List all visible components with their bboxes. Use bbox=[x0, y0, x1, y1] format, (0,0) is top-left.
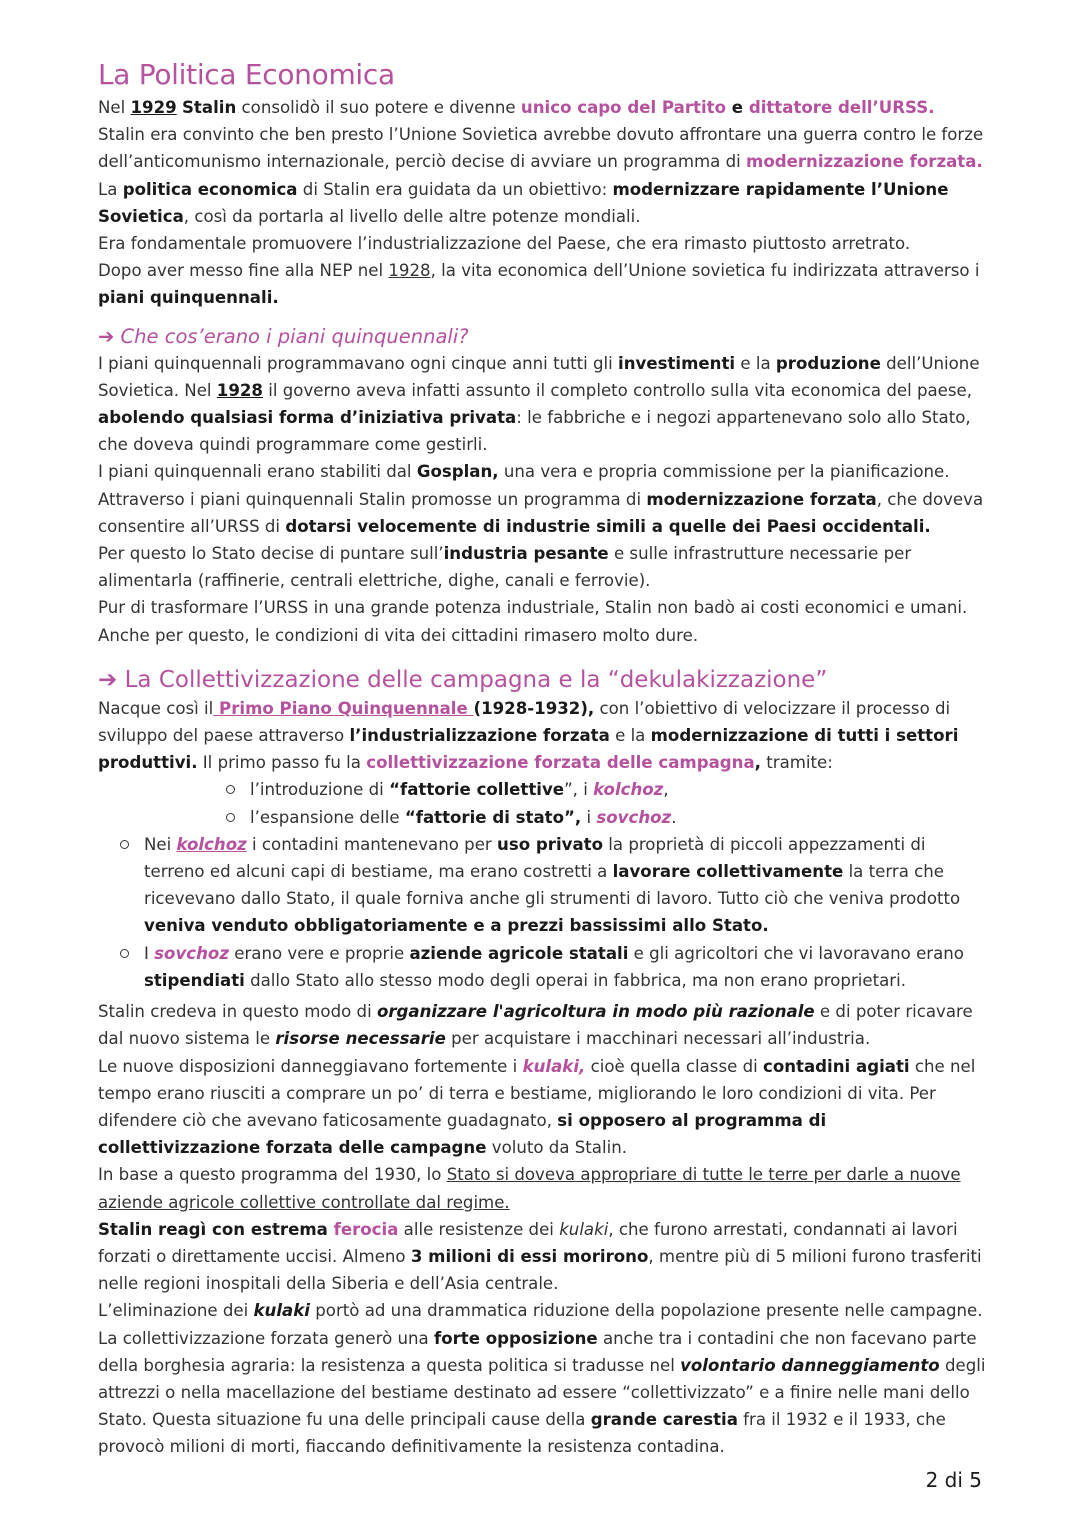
volontario-bold: volontario danneggiamento bbox=[680, 1355, 940, 1375]
text: e gli agricoltori che vi lavoravano erano bbox=[628, 943, 964, 963]
year-1928: 1928 bbox=[216, 380, 263, 400]
modernizzazione-bold: modernizzazione forzata bbox=[646, 489, 877, 509]
carestia-bold: grande carestia bbox=[590, 1410, 738, 1430]
collettivizzazione-intro bbox=[98, 695, 988, 777]
opposero-bold: si opposero al programma di collettivizzazione forzata delle campagne bbox=[98, 1110, 827, 1158]
milioni-bold: 3 milioni di essi morirono bbox=[410, 1246, 649, 1266]
text: Era fondamentale promuovere l’industrializzazione del Paese, che era rimasto piuttosto arretrato. bbox=[98, 234, 911, 254]
conclusion-paragraph bbox=[98, 998, 988, 1460]
uso-privato-bold: uso privato bbox=[497, 834, 603, 854]
text: i contadini mantenevano per bbox=[246, 834, 498, 854]
text: dallo Stato allo stesso modo degli operai in fabbrica, ma non erano proprietari. bbox=[244, 970, 906, 990]
year-1928: 1928 bbox=[388, 261, 431, 281]
text: e la bbox=[609, 726, 651, 746]
politica-economica-bold: politica economica bbox=[122, 179, 298, 199]
ferocia-highlight: ferocia bbox=[333, 1219, 399, 1239]
text: , che furono arrestati, condannati ai lavori forzati o direttamente uccisi. Almeno bbox=[98, 1219, 958, 1266]
stipendiati-bold: stipendiati bbox=[144, 970, 245, 990]
text: Stalin era convinto che ben presto l’Unione Sovietica avrebbe dovuto affrontare una guerra contro le forze dell’anticomunismo internazionale, perciò decise di avviare un programma di bbox=[98, 125, 984, 172]
gosplan-bold: Gosplan, bbox=[416, 462, 499, 482]
sub-list bbox=[98, 776, 988, 830]
text: voluto da Stalin. bbox=[486, 1138, 627, 1158]
text: Stalin credeva in questo modo di bbox=[98, 1002, 377, 1022]
capo-highlight: unico capo del Partito bbox=[520, 98, 726, 117]
reagi-bold: Stalin reagì con estrema bbox=[98, 1219, 334, 1239]
text: Pur di trasformare l’URSS in una grande potenza industriale, Stalin non badò ai costi economici e umani. Anche per questo, le condizioni di vita dei cittadini rimasero molto dure. bbox=[98, 598, 968, 645]
modernizzazione-bold: modernizzazione di tutti i settori produttivi. bbox=[98, 726, 959, 773]
text: , bbox=[663, 780, 669, 800]
stalin-bold: Stalin bbox=[181, 98, 237, 117]
text: consolidò il suo potere e divenne bbox=[236, 98, 521, 117]
piani-bold: piani quinquennali. bbox=[98, 288, 279, 308]
list-item bbox=[98, 804, 988, 831]
text: per acquistare i macchinari necessari all’industria. bbox=[445, 1029, 871, 1049]
text: Le nuove disposizioni danneggiavano fortemente i bbox=[98, 1056, 523, 1076]
modernizzare-bold: modernizzare rapidamente l’Unione Sovietica bbox=[98, 179, 949, 226]
kulaki-bold: kulaki bbox=[253, 1301, 310, 1321]
list-item bbox=[98, 940, 988, 994]
text: e di poter ricavare dal nuovo sistema le bbox=[98, 1002, 973, 1049]
text: la proprietà di piccoli appezzamenti di terreno ed alcuni capi di bestiame, ma erano costretti a bbox=[144, 834, 926, 882]
opposizione-bold: forte opposizione bbox=[433, 1328, 598, 1348]
modernizzazione-highlight: modernizzazione forzata. bbox=[746, 152, 983, 172]
text: , mentre più di 5 milioni furono trasferiti nelle regioni inospitali della Siberia e dell’Asia centrale. bbox=[98, 1246, 982, 1294]
produzione-bold: produzione bbox=[775, 353, 881, 373]
text: , bbox=[754, 753, 761, 773]
fattorie-stato-bold: “fattorie di stato”, bbox=[404, 807, 582, 827]
underlined-text: Stato si doveva appropriare di tutte le terre per darle a nuove aziende agricole collettive controllate dal regime. bbox=[98, 1165, 961, 1212]
organizzare-bold: organizzare l'agricoltura in modo più razionale bbox=[376, 1002, 815, 1022]
text: di Stalin era guidata da un obiettivo: bbox=[297, 179, 613, 199]
arrow-icon: ➔ bbox=[98, 666, 118, 693]
abolendo-bold: abolendo qualsiasi forma d’iniziativa privata bbox=[98, 408, 517, 428]
text: e la bbox=[735, 353, 776, 373]
collettivizzazione-highlight: collettivizzazione forzata delle campagna bbox=[366, 753, 755, 773]
text: Dopo aver messo fine alla NEP nel bbox=[98, 261, 389, 281]
sovchoz-highlight: sovchoz bbox=[154, 943, 229, 963]
fattorie-collettive-bold: “fattorie collettive bbox=[389, 780, 565, 800]
piani-paragraph bbox=[98, 350, 988, 649]
text: ”, i bbox=[564, 780, 594, 800]
years-bold: (1928-1932), bbox=[473, 698, 595, 718]
aziende-bold: aziende agricole statali bbox=[409, 943, 629, 963]
page-title: La Politica Economica bbox=[98, 58, 395, 91]
text: Nei bbox=[144, 834, 177, 854]
contadini-agiati-bold: contadini agiati bbox=[763, 1056, 910, 1076]
text: : le fabbriche e i negozi appartenevano solo allo Stato, che doveva quindi programmare come gestirli. bbox=[98, 408, 971, 455]
text: I piani quinquennali erano stabiliti dal bbox=[98, 462, 417, 482]
intro-paragraph bbox=[98, 94, 988, 312]
heading-text: La Collettivizzazione delle campagna e la “dekulakizzazione” bbox=[124, 666, 828, 693]
list-item bbox=[98, 776, 988, 803]
heading-text: Che cos’erano i piani quinquennali? bbox=[120, 324, 469, 348]
text: alle resistenze dei bbox=[398, 1219, 560, 1239]
text: Per questo lo Stato decise di puntare sull’ bbox=[98, 544, 444, 564]
investimenti-bold: investimenti bbox=[618, 353, 736, 373]
text: Nel bbox=[98, 98, 131, 117]
risorse-bold: risorse necessarie bbox=[275, 1029, 446, 1049]
section-heading-piani bbox=[98, 324, 988, 350]
venduto-bold: veniva venduto obbligatoriamente e a prezzi bassissimi allo Stato. bbox=[144, 916, 769, 936]
arrow-icon: ➔ bbox=[98, 324, 115, 348]
section-heading-collettivizzazione bbox=[98, 665, 988, 695]
text: . bbox=[671, 807, 677, 827]
text: I piani quinquennali programmavano ogni cinque anni tutti gli bbox=[98, 353, 619, 373]
text: portò ad una drammatica riduzione della popolazione presente nelle campagne. La collettivizzazione forzata generò una bbox=[98, 1301, 983, 1348]
text: In base a questo programma del 1930, lo bbox=[98, 1165, 447, 1185]
text: anche tra i contadini che non facevano parte della borghesia agraria: la resistenza a questa politica si tradusse nel bbox=[98, 1328, 977, 1375]
text: Il primo passo fu la bbox=[197, 753, 367, 773]
kolchoz-highlight: kolchoz bbox=[176, 834, 247, 854]
text: , che doveva consentire all’URSS di bbox=[98, 489, 984, 536]
page-number: 2 di 5 bbox=[925, 1468, 982, 1492]
industrializzazione-bold: l’industrializzazione forzata bbox=[349, 726, 610, 746]
text: Nacque così il bbox=[98, 698, 214, 718]
text: erano vere e proprie bbox=[228, 943, 410, 963]
text: il governo aveva infatti assunto il completo controllo sulla vita economica del paese, bbox=[262, 380, 973, 400]
industria-pesante-bold: industria pesante bbox=[443, 544, 609, 564]
sovchoz-highlight: sovchoz bbox=[596, 807, 672, 827]
text: La bbox=[98, 179, 123, 199]
text: fra il 1932 e il 1933, che provocò milioni di morti, fiaccando definitivamente la resistenza contadina. bbox=[98, 1410, 946, 1457]
list-item bbox=[98, 831, 988, 940]
kolchoz-highlight: kolchoz bbox=[593, 780, 664, 800]
text: cioè quella classe di bbox=[585, 1056, 763, 1076]
text: una vera e propria commissione per la pianificazione. Attraverso i piani quinquennali Stalin promosse un programma di bbox=[98, 462, 950, 509]
text: e sulle infrastrutture necessarie per alimentarla (raffinerie, centrali elettriche, dighe, canali e ferrovie). bbox=[98, 544, 912, 591]
text: la terra che ricevevano dallo Stato, il quale forniva anche gli strumenti di lavoro. Tutto ciò che veniva prodotto bbox=[144, 862, 961, 909]
document-page bbox=[98, 58, 988, 1461]
kulaki-highlight: kulaki, bbox=[522, 1056, 586, 1076]
text: l’espansione delle bbox=[250, 807, 405, 827]
text: i bbox=[581, 807, 597, 827]
dittatore-highlight: dittatore dell’URSS. bbox=[748, 98, 935, 117]
text: con l’obiettivo di velocizzare il processo di sviluppo del paese attraverso bbox=[98, 698, 951, 746]
text: dell’Unione Sovietica. Nel bbox=[98, 353, 980, 400]
dotarsi-bold: dotarsi velocemente di industrie simili a quelle dei Paesi occidentali. bbox=[285, 516, 931, 536]
text: , la vita economica dell’Unione sovietica fu indirizzata attraverso i bbox=[430, 261, 980, 281]
year-1929: 1929 bbox=[130, 98, 177, 117]
text: che nel tempo erano riusciti a comprare un po’ di terra e bestiame, migliorando le loro condizioni di vita. Per difendere ciò che avevano faticosamente guadagnato, bbox=[98, 1056, 976, 1130]
text: tramite: bbox=[760, 753, 833, 773]
text: L’eliminazione dei bbox=[98, 1301, 254, 1321]
kulaki-italic: kulaki bbox=[559, 1219, 609, 1239]
text: e bbox=[726, 98, 749, 117]
main-list bbox=[98, 831, 988, 994]
text: I bbox=[144, 943, 155, 963]
text: , così da portarla al livello delle altre potenze mondiali. bbox=[183, 206, 641, 226]
text: degli attrezzi o nella macellazione del bestiame destinato ad essere “collettivizzato” e a finire nelle mani dello Stato. Questa situazione fu una delle principali cause della bbox=[98, 1355, 986, 1430]
primo-piano-link: Primo Piano Quinquennale bbox=[213, 698, 474, 718]
text: l’introduzione di bbox=[250, 780, 390, 800]
lavorare-bold: lavorare collettivamente bbox=[612, 862, 844, 882]
